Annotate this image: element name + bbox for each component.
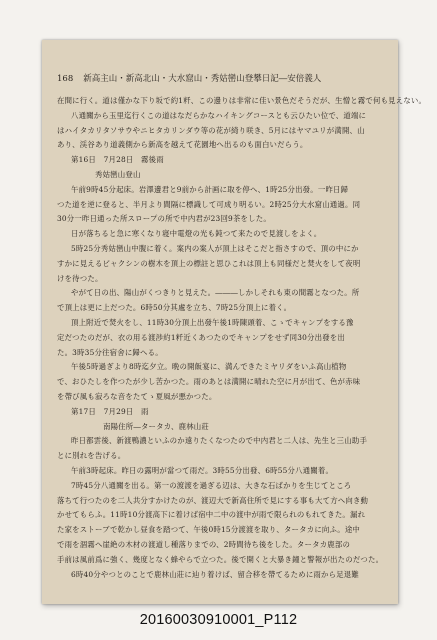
- text-line: 定だつたのだが、衣の用る渡渉約1粁近くあつたのでキャンプをせず同30分出發を出: [57, 332, 345, 342]
- diary-day-heading: 第16日 7月28日 霧後雨: [71, 155, 164, 165]
- diary-day-heading: 第17日 7月29日 雨: [71, 406, 149, 416]
- text-line: 落ちて行つたのを二人共分すかけたのが、渡辺大で新高住所で見にする事も大て方へ向き動: [57, 495, 369, 505]
- text-line: かせてもらふ。11時10分渡高下に着けば宿中二中の渡中が雨で限られのもれてきた。漏れ: [57, 510, 366, 520]
- text-line: 八通關から玉里迄行くこの道はなだらかなハイキングコースとも云ひたい位で、道端に: [71, 110, 367, 120]
- text-line: 日が落ちると急に寒くなり寝中電燈の光も鈍つて来たので見渡しをよく。: [71, 229, 322, 239]
- page-number: 168: [57, 74, 74, 84]
- book-page: [42, 40, 427, 604]
- text-line: やがて日の出、陽山がくつきりと見えた。―――しかしそれも東の間霧となつた。所: [71, 288, 360, 298]
- text-line: すかに見えるビャクシンの樹木を頂上の標註と思ひこれは頂上も同様だと焚火をして夜明: [57, 258, 361, 268]
- text-line: けを待つた。: [57, 273, 103, 283]
- text-line: 午前3時起床。昨日の露明が當つて雨だ。3時55分出發、6時55分八通關着。: [71, 465, 334, 475]
- text-line: 7時45分八通關を出る。第一の渡渡を過ぎる辺は、大きな石ばかりを生じてところ: [71, 480, 352, 490]
- text-line: で頂上は更に上だつた。6時50分其處を立ち、7時25分頂上に着く。: [57, 303, 292, 313]
- text-line: 30分一昨日通った所スロープの所で中内君が23回9茶をした。: [57, 214, 271, 224]
- text-line: で、おひたしを作つたが少し苦かつた。雨のあとは満開に晴れた空に月が出て、色が赤味: [57, 377, 361, 387]
- text-line: を帶び風も寂ろな音をたてゝ夏風が悪かつた。: [57, 391, 217, 401]
- text-line: つた道を逆に登ると、半月より間隔に標識して可成り明るい。2時25分大水窟山通過。同: [57, 199, 361, 209]
- section-subheading: 南陽住所―タータカ、鹿林山莊: [103, 421, 209, 431]
- image-id-caption: 20160030910001_P112: [139, 612, 298, 628]
- text-line: 昨日都雲後、新渡鴨濃といふのか遠りたくなつたので中内君と二人は、先生と三山助手: [71, 436, 368, 446]
- text-line: 5時25分秀姑巒山中腹に着く。案内の案人が頂上はそこだと指さすので、頂の中にか: [71, 243, 359, 253]
- text-line: とに別れを告げる。: [57, 451, 126, 461]
- page-body-text: [57, 94, 427, 599]
- section-subheading: 秀姑巒山登山: [95, 169, 141, 179]
- text-line: あり、渓谷あり道義側から新高を越えて花園地へ出るのも面白いだらう。: [57, 140, 308, 150]
- text-line: 6時40分やつとのことで鹿林山莊に辿り着けば、留合移を帶てるために雨から足退難: [71, 569, 359, 579]
- text-line: た。3時35分往宿舍に歸へる。: [57, 347, 163, 357]
- text-line: で雨を涸霧へ崖絶の木材の渡道し種落りまでの、2時間待ち後をした。タータカ鹿部の: [57, 539, 351, 549]
- text-line: 手前は風前爲に強く、幾度となく蜂やらで立つた。後で開くと大暴き鐘と警報が出たのだつた。: [57, 554, 384, 564]
- text-line: 午前9時45分起床。岩澤邊君と9前から計画に取を停へ、1時25分出發。一昨日歸: [71, 184, 349, 194]
- text-line: 頂上附近で焚火をし、11時30分頂上出發午後1時陳頭着、こゝでキャンプをする豫: [71, 317, 354, 327]
- text-line: 在間に行く。道は僅かな下り坂で約1粁、この邊りは非常に佳い景色だそうだが、生憎と霧で何も見えない。: [57, 96, 427, 105]
- text-line: た家をストーブで乾かし昼食を踏つて、午後0時15分渡渡を取り、タータカに向ふ。途中: [57, 525, 361, 535]
- text-line: 午後5時過ぎより8時迄夕立。晩の開飯宴に、満んできたミヤリダをいふ高山植物: [71, 362, 347, 372]
- running-title: 新高主山・新高北山・大水窟山・秀姑巒山登攀日記―安倍義人: [83, 74, 322, 84]
- text-line: はハイタカリタソサウやニヒタカリンダウ等の花が綺り咲き、5月にはヤマユリが満開、山: [57, 125, 365, 135]
- page-header: [57, 72, 387, 86]
